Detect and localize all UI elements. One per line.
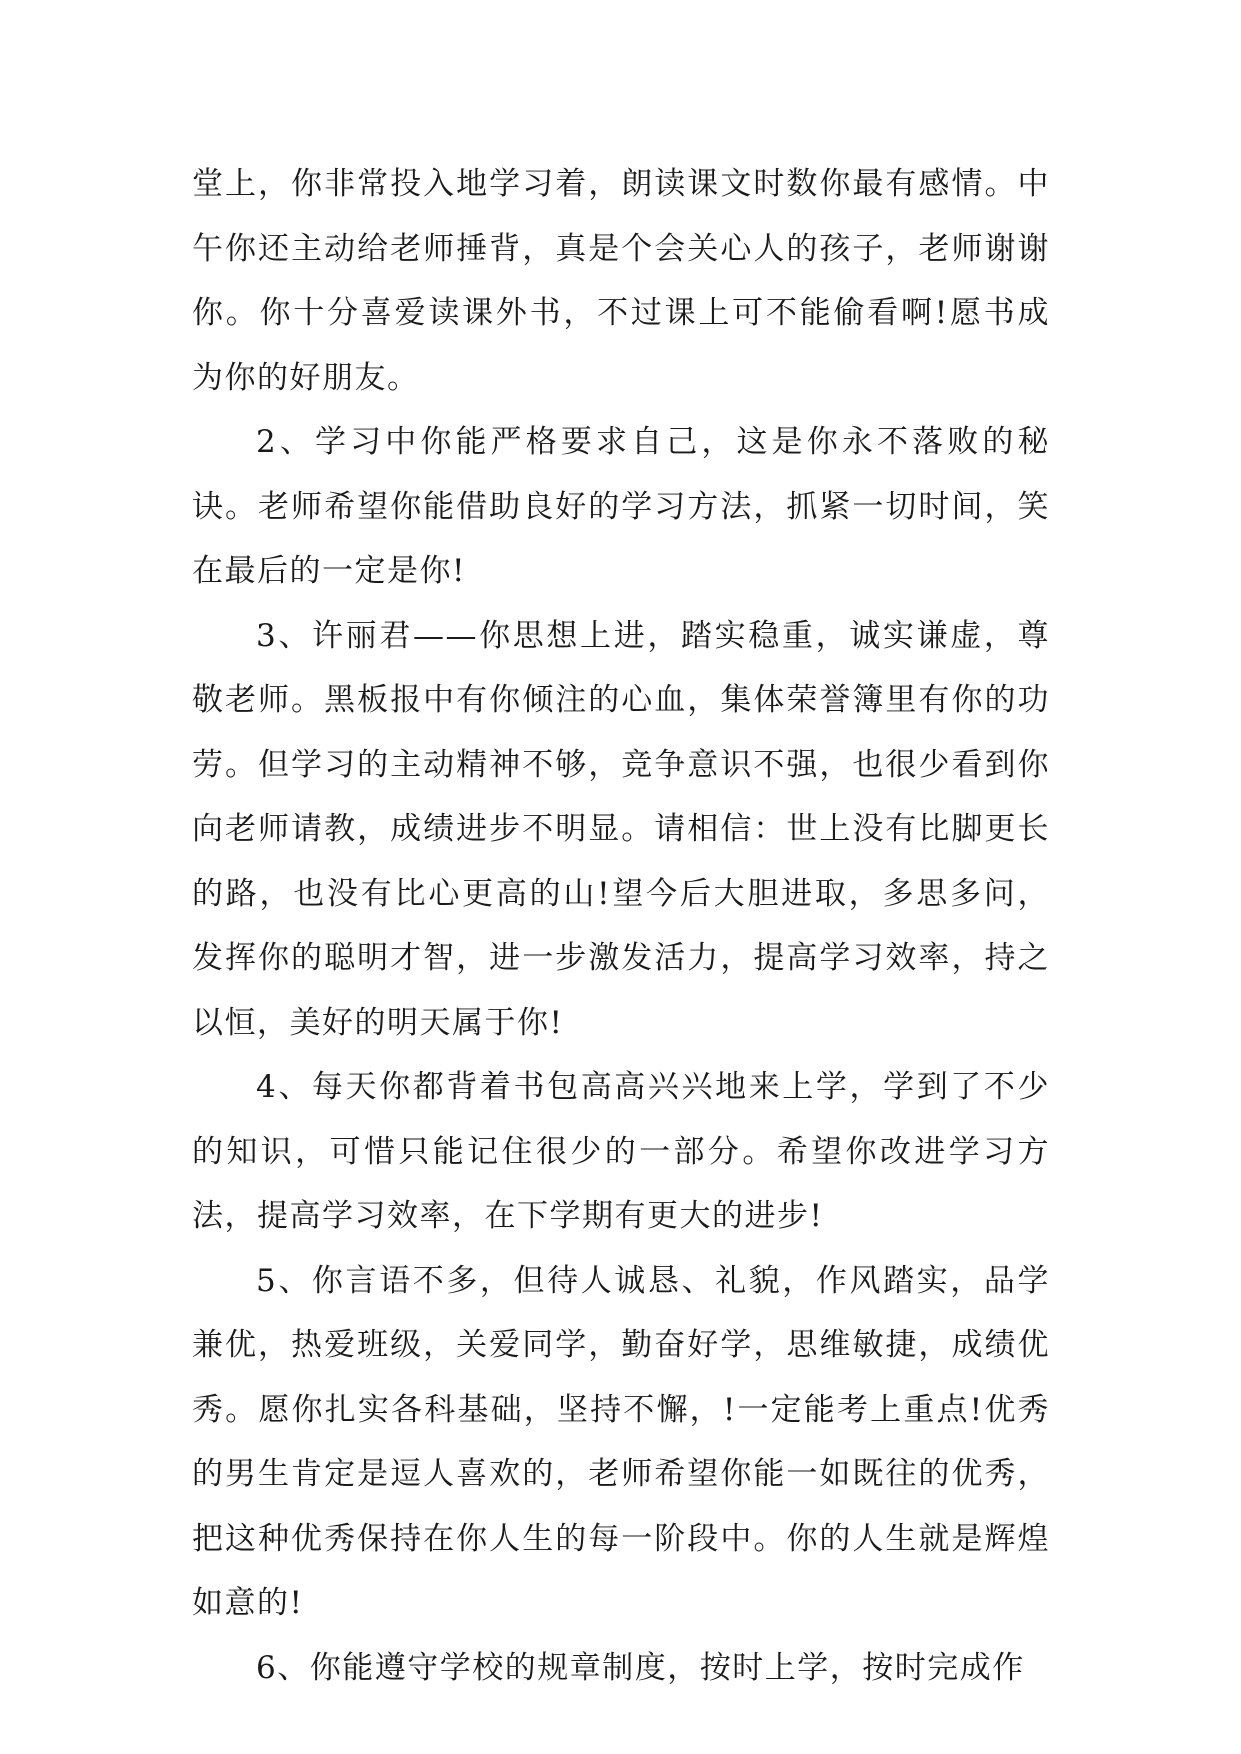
paragraph-comment-2: 2、学习中你能严格要求自己，这是你永不落败的秘诀。老师希望你能借助良好的学习方法，抓紧一切时间，笑在最后的一定是你! — [192, 424, 1050, 589]
paragraph-comment-3: 3、许丽君——你思想上进，踏实稳重，诚实谦虚，尊敬老师。黑板报中有你倾注的心血，集体荣誉簿里有你的功劳。但学习的主动精神不够，竞争意识不强，也很少看到你向老师请教，成绩进步不明显。请相信：世上没有比脚更长的路，也没有比心更高的山!望今后大胆进取，多思多问，发挥你的聪明才智，进一步激发活力，提高学习效率，持之以恒，美好的明天属于你! — [192, 617, 1050, 1041]
paragraph-comment-5: 5、你言语不多，但待人诚恳、礼貌，作风踏实，品学兼优，热爱班级，关爱同学，勤奋好学，思维敏捷，成绩优秀。愿你扎实各科基础，坚持不懈，!一定能考上重点!优秀的男生肯定是逗人喜欢的，老师希望你能一如既往的优秀，把这种优秀保持在你人生的每一阶段中。你的人生就是辉煌如意的! — [192, 1262, 1050, 1621]
paragraph-continuation: 堂上，你非常投入地学习着，朗读课文时数你最有感情。中午你还主动给老师捶背，真是个会关心人的孩子，老师谢谢你。你十分喜爱读课外书，不过课上可不能偷看啊!愿书成为你的好朋友。 — [192, 166, 1050, 396]
document-page — [192, 152, 1050, 1700]
paragraph-comment-4: 4、每天你都背着书包高高兴兴地来上学，学到了不少的知识，可惜只能记住很少的一部分。希望你改进学习方法，提高学习效率，在下学期有更大的进步! — [192, 1069, 1050, 1234]
paragraph-comment-6: 6、你能遵守学校的规章制度，按时上学，按时完成作 — [256, 1649, 1025, 1686]
